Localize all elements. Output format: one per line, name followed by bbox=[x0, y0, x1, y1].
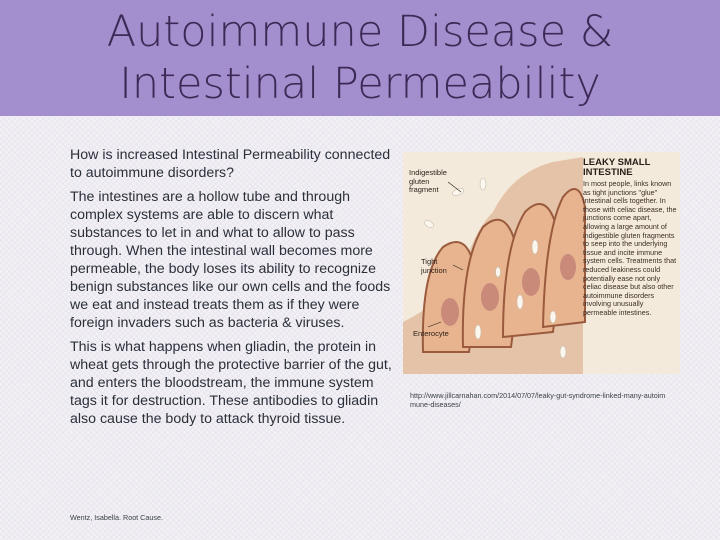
body-text bbox=[70, 146, 398, 434]
label-tight-junction: Tight junction bbox=[421, 257, 447, 275]
title-line-1: Autoimmune Disease & bbox=[106, 7, 614, 57]
leaky-intestine-figure bbox=[403, 152, 680, 374]
paragraph-2: This is what happens when gliadin, the protein in wheat gets through the protective barrier of the gut, and enters the bloodstream, the immune system tags it for destruction. These antibodies to gliadin also cause the body to attack thyroid tissue. bbox=[70, 339, 392, 427]
figure-heading: LEAKY SMALL INTESTINE bbox=[583, 157, 651, 178]
label-gluten-fragment: Indigestible gluten fragment bbox=[409, 168, 447, 194]
citation: Wentz, Isabella. Root Cause. bbox=[70, 513, 163, 522]
question-text: How is increased Intestinal Permeability connected to autoimmune disorders? bbox=[70, 147, 391, 181]
label-enterocyte: Enterocyte bbox=[413, 329, 449, 338]
figure-caption: In most people, links known as tight junctions "glue" intestinal cells together. In those with celiac disease, the junctions come apart, allowing a large amount of indigestible gluten fragments to seep into the underlying tissue and incite immune system cells. Treatments that reduced leakiness could potentially ease not only celiac disease but also other autoimmune disorders involving unusually permeable intestines. bbox=[583, 179, 677, 317]
title-line-2: Intestinal Permeability bbox=[119, 59, 601, 109]
figure-source-link[interactable]: http://www.jillcarnahan.com/2014/07/07/leaky-gut-syndrome-linked-many-autoimmune-diseases/ bbox=[410, 391, 666, 409]
slide-title bbox=[0, 6, 720, 110]
paragraph-1: The intestines are a hollow tube and through complex systems are able to discern what substances to let in and what to allow to pass through. When the intestinal wall becomes more permeable, the body loses its ability to recognize benign substances like our own cells and the foods we eat and instead treats them as if they were foreign invaders such as bacteria & viruses. bbox=[70, 189, 391, 331]
figure-text-panel bbox=[583, 158, 677, 318]
